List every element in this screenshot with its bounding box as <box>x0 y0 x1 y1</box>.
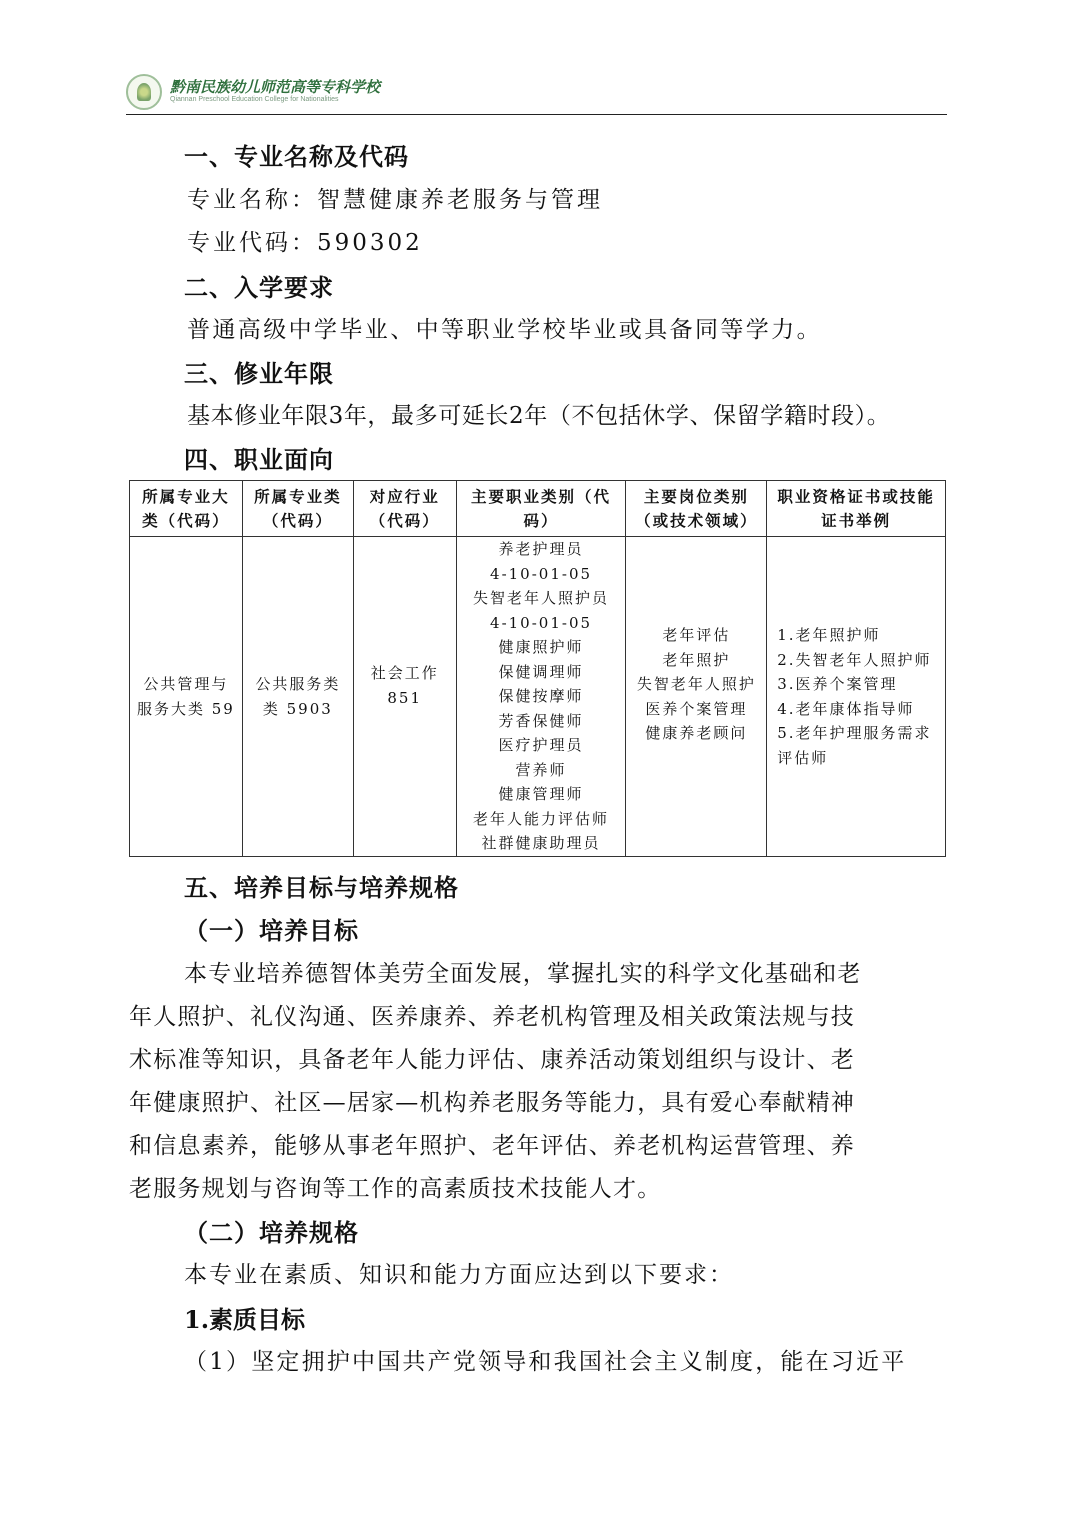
quality-goal-item-1: （1）坚定拥护中国共产党领导和我国社会主义制度，能在习近平 <box>184 1349 907 1375</box>
certificate-item: 2.失智老年人照护师 <box>777 650 932 669</box>
quality-goal-heading: 1.素质目标 <box>184 1305 306 1334</box>
training-goal-line: 和信息素养，能够从事老年照护、老年评估、养老机构运营管理、养 <box>129 1133 855 1159</box>
occupation-item: 健康照护师 <box>498 638 584 657</box>
occupation-item: 医疗护理员 <box>498 736 584 755</box>
major-code: 专业代码：590302 <box>187 230 423 256</box>
certificate-item: 4.老年康体指导师 <box>777 699 915 718</box>
occupation-item: 4-10-01-05 <box>490 613 593 632</box>
position-item: 老年评估 <box>662 626 731 644</box>
training-goal-line: 老服务规划与咨询等工作的高素质技术技能人才。 <box>129 1176 662 1202</box>
table-row <box>130 537 946 857</box>
training-goal-line: 年人照护、礼仪沟通、医养康养、养老机构管理及相关政策法规与技 <box>129 1004 855 1030</box>
occupation-item: 营养师 <box>515 760 567 779</box>
position-item: 健康养老顾问 <box>645 724 748 742</box>
admission-requirement: 普通高级中学毕业、中等职业学校毕业或具备同等学力。 <box>187 317 822 343</box>
training-spec-heading: （二）培养规格 <box>184 1218 359 1247</box>
occupation-item: 保健调理师 <box>498 662 584 681</box>
occupation-item: 失智老年人照护员 <box>473 589 610 608</box>
training-goal-line: 年健康照护、社区—居家—机构养老服务等能力，具有爱心奉献精神 <box>129 1090 855 1116</box>
section-3-heading: 三、修业年限 <box>184 360 334 388</box>
section-4-heading: 四、职业面向 <box>184 446 334 474</box>
header-industry: 对应行业 （代码） <box>353 481 456 537</box>
certificate-item: 1.老年照护师 <box>777 626 881 644</box>
school-name-en: Qiannan Preschool Education College for Nationalities <box>170 96 339 103</box>
section-5-heading: 五、培养目标与培养规格 <box>184 874 459 902</box>
header-certificates: 职业资格证书或技能 证书举例 <box>767 481 946 537</box>
career-orientation-table <box>129 480 946 857</box>
occupation-item: 保健按摩师 <box>498 687 584 706</box>
school-name-cn: 黔南民族幼儿师范高等专科学校 <box>170 78 381 96</box>
cell-major-class: 公共服务类 类 5903 <box>242 537 353 857</box>
position-item: 失智老年人照护 <box>636 675 756 693</box>
occupation-item: 社群健康助理员 <box>481 834 601 853</box>
training-goal-line: 术标准等知识，具备老年人能力评估、康养活动策划组织与设计、老 <box>129 1047 855 1073</box>
occupation-item: 老年人能力评估师 <box>473 809 610 828</box>
certificate-item: 5.老年护理服务需求 <box>777 724 932 742</box>
table-header-row <box>130 481 946 537</box>
header-occupations: 主要职业类别（代 码） <box>456 481 626 537</box>
header-major-category: 所属专业大 类（代码） <box>130 481 243 537</box>
cell-occupations <box>456 537 626 857</box>
major-name: 专业名称：智慧健康养老服务与管理 <box>187 187 603 213</box>
header-positions: 主要岗位类别 （或技术领域） <box>626 481 767 537</box>
cell-certificates <box>767 537 946 857</box>
header-divider <box>126 114 947 115</box>
certificate-item: 评估师 <box>777 748 829 767</box>
occupation-item: 健康管理师 <box>498 785 584 804</box>
cell-positions <box>626 537 767 857</box>
cell-industry: 社会工作 851 <box>353 537 456 857</box>
study-duration: 基本修业年限3年，最多可延长2年（不包括休学、保留学籍时段）。 <box>187 403 891 429</box>
certificate-item: 3.医养个案管理 <box>777 675 898 693</box>
document-header <box>126 72 946 114</box>
training-goal-heading: （一）培养目标 <box>184 916 359 945</box>
header-major-class: 所属专业类 （代码） <box>242 481 353 537</box>
training-spec-intro: 本专业在素质、知识和能力方面应达到以下要求： <box>184 1262 734 1288</box>
occupation-item: 4-10-01-05 <box>490 564 593 583</box>
occupation-item: 养老护理员 <box>498 540 584 559</box>
section-1-heading: 一、专业名称及代码 <box>184 143 409 171</box>
section-2-heading: 二、入学要求 <box>184 274 334 302</box>
cell-major-category: 公共管理与 服务大类 59 <box>130 537 243 857</box>
occupation-item: 芳香保健师 <box>498 711 584 730</box>
position-item: 医养个案管理 <box>645 699 748 718</box>
school-logo-icon <box>126 74 162 110</box>
training-goal-line: 本专业培养德智体美劳全面发展，掌握扎实的科学文化基础和老 <box>184 961 862 987</box>
position-item: 老年照护 <box>662 650 731 669</box>
